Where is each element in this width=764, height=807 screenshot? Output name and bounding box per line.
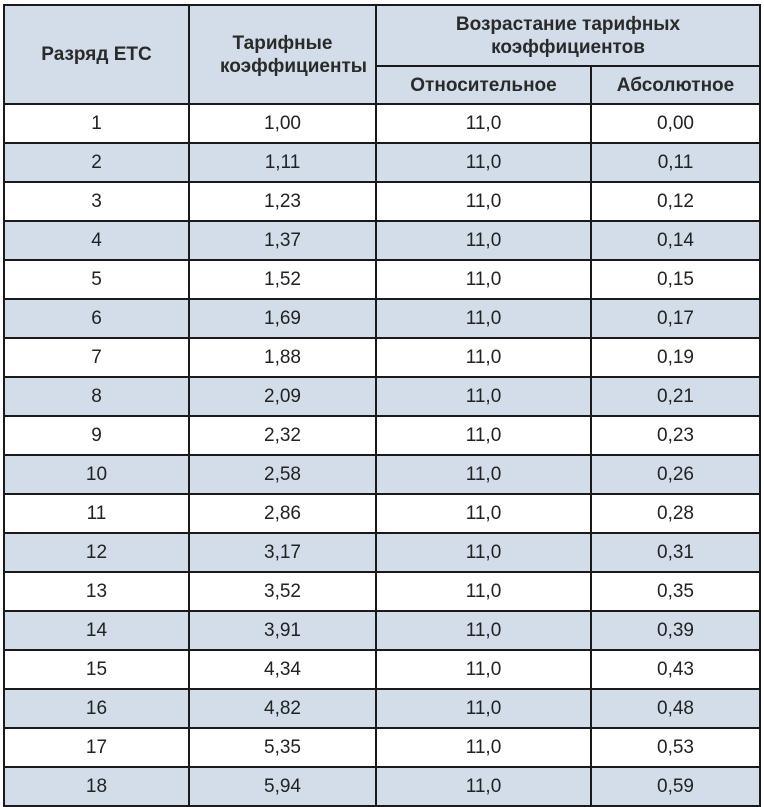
- cell-grade: 11: [4, 494, 189, 533]
- cell-absolute: 0,11: [591, 143, 760, 182]
- cell-absolute: 0,17: [591, 299, 760, 338]
- cell-grade: 14: [4, 611, 189, 650]
- cell-absolute: 0,21: [591, 377, 760, 416]
- cell-coefficient: 4,82: [189, 689, 376, 728]
- table-header: [4, 5, 760, 104]
- cell-grade: 7: [4, 338, 189, 377]
- cell-coefficient: 2,32: [189, 416, 376, 455]
- cell-coefficient: 1,37: [189, 221, 376, 260]
- table-row: [4, 689, 760, 728]
- table-row: [4, 104, 760, 143]
- cell-relative: 11,0: [376, 260, 591, 299]
- cell-absolute: 0,48: [591, 689, 760, 728]
- cell-coefficient: 1,52: [189, 260, 376, 299]
- cell-relative: 11,0: [376, 494, 591, 533]
- table-row: [4, 182, 760, 221]
- cell-absolute: 0,59: [591, 767, 760, 806]
- table-row: [4, 728, 760, 767]
- table-row: [4, 338, 760, 377]
- page: [0, 4, 764, 804]
- table-row: [4, 416, 760, 455]
- cell-coefficient: 3,91: [189, 611, 376, 650]
- cell-coefficient: 2,58: [189, 455, 376, 494]
- table-row: [4, 143, 760, 182]
- cell-relative: 11,0: [376, 455, 591, 494]
- table-row: [4, 533, 760, 572]
- cell-grade: 16: [4, 689, 189, 728]
- table-body: [4, 104, 760, 806]
- cell-grade: 1: [4, 104, 189, 143]
- header-coefficients: Тарифные коэффициенты: [189, 5, 376, 104]
- cell-relative: 11,0: [376, 728, 591, 767]
- table-row: [4, 260, 760, 299]
- header-grade: Разряд ЕТС: [4, 5, 189, 104]
- cell-absolute: 0,14: [591, 221, 760, 260]
- cell-relative: 11,0: [376, 611, 591, 650]
- cell-relative: 11,0: [376, 299, 591, 338]
- cell-grade: 18: [4, 767, 189, 806]
- cell-coefficient: 2,09: [189, 377, 376, 416]
- table-row: [4, 221, 760, 260]
- header-growth: Возрастание тарифных коэффициентов: [376, 5, 760, 66]
- header-absolute: Абсолютное: [591, 66, 760, 104]
- cell-relative: 11,0: [376, 377, 591, 416]
- table-row: [4, 455, 760, 494]
- cell-relative: 11,0: [376, 533, 591, 572]
- cell-grade: 10: [4, 455, 189, 494]
- cell-grade: 5: [4, 260, 189, 299]
- table-row: [4, 299, 760, 338]
- cell-absolute: 0,31: [591, 533, 760, 572]
- cell-coefficient: 3,17: [189, 533, 376, 572]
- cell-absolute: 0,43: [591, 650, 760, 689]
- cell-coefficient: 1,23: [189, 182, 376, 221]
- table-row: [4, 572, 760, 611]
- cell-relative: 11,0: [376, 650, 591, 689]
- cell-grade: 3: [4, 182, 189, 221]
- header-relative: Относительное: [376, 66, 591, 104]
- cell-absolute: 0,19: [591, 338, 760, 377]
- cell-relative: 11,0: [376, 338, 591, 377]
- cell-coefficient: 5,94: [189, 767, 376, 806]
- cell-absolute: 0,39: [591, 611, 760, 650]
- table-row: [4, 377, 760, 416]
- table-row: [4, 767, 760, 806]
- cell-relative: 11,0: [376, 572, 591, 611]
- cell-grade: 6: [4, 299, 189, 338]
- cell-coefficient: 1,00: [189, 104, 376, 143]
- table-row: [4, 650, 760, 689]
- cell-absolute: 0,00: [591, 104, 760, 143]
- cell-grade: 12: [4, 533, 189, 572]
- cell-absolute: 0,23: [591, 416, 760, 455]
- tariff-table: [3, 4, 761, 807]
- cell-coefficient: 5,35: [189, 728, 376, 767]
- cell-relative: 11,0: [376, 416, 591, 455]
- cell-relative: 11,0: [376, 143, 591, 182]
- cell-coefficient: 2,86: [189, 494, 376, 533]
- cell-grade: 2: [4, 143, 189, 182]
- cell-absolute: 0,35: [591, 572, 760, 611]
- cell-grade: 8: [4, 377, 189, 416]
- table-row: [4, 494, 760, 533]
- cell-coefficient: 1,69: [189, 299, 376, 338]
- cell-absolute: 0,28: [591, 494, 760, 533]
- cell-coefficient: 1,11: [189, 143, 376, 182]
- cell-relative: 11,0: [376, 221, 591, 260]
- cell-absolute: 0,26: [591, 455, 760, 494]
- cell-grade: 9: [4, 416, 189, 455]
- cell-absolute: 0,53: [591, 728, 760, 767]
- cell-coefficient: 4,34: [189, 650, 376, 689]
- cell-coefficient: 3,52: [189, 572, 376, 611]
- cell-grade: 13: [4, 572, 189, 611]
- cell-relative: 11,0: [376, 104, 591, 143]
- cell-grade: 4: [4, 221, 189, 260]
- cell-coefficient: 1,88: [189, 338, 376, 377]
- cell-absolute: 0,12: [591, 182, 760, 221]
- cell-grade: 15: [4, 650, 189, 689]
- cell-relative: 11,0: [376, 767, 591, 806]
- cell-relative: 11,0: [376, 182, 591, 221]
- cell-grade: 17: [4, 728, 189, 767]
- cell-absolute: 0,15: [591, 260, 760, 299]
- table-row: [4, 611, 760, 650]
- cell-relative: 11,0: [376, 689, 591, 728]
